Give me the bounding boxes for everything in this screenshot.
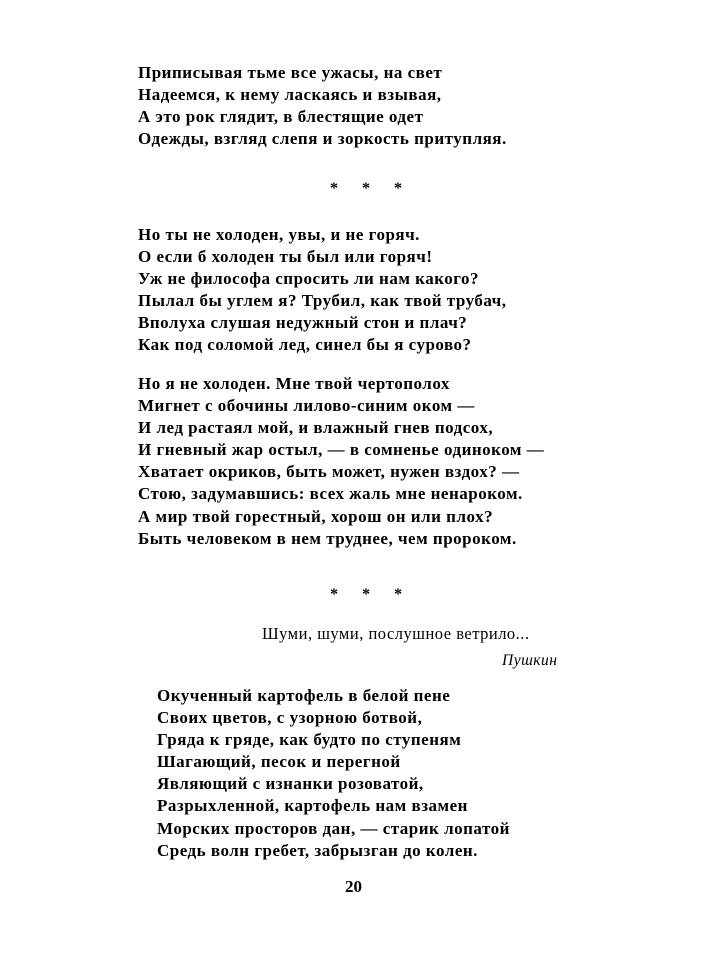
poem-line: Быть человеком в нем труднее, чем пророком. [138, 528, 517, 548]
poem-line: И лед растаял мой, и влажный гнев подсох, [138, 418, 494, 438]
poem-line: Разрыхленной, картофель нам взамен [157, 796, 468, 816]
poem-line: Приписывая тьме все ужасы, на свет [138, 63, 443, 82]
poem-line: Как под соломой лед, синел бы я сурово? [138, 335, 472, 355]
poem-line: Морских просторов дан, — старик лопатой [157, 818, 510, 838]
epigraph-text: Шуми, шуми, послушное ветрило... [262, 624, 530, 643]
poem-line: А мир твой горестный, хорош он или плох? [138, 506, 494, 526]
section-divider-stars: * * * [330, 180, 412, 197]
poem-line: Одежды, взгляд слепя и зоркость притупляя. [138, 129, 507, 149]
poem-line: Шагающий, песок и перегной [157, 752, 401, 772]
poem-line: Своих цветов, с узорною ботвой, [157, 708, 423, 728]
poem-line: Являющий с изнанки розоватой, [157, 774, 424, 794]
poem-line: Мигнет с обочины лилово-синим оком — [138, 396, 475, 416]
poem-line: Надеемся, к нему ласкаясь и взывая, [138, 85, 442, 105]
poem-line: Но я не холоден. Мне твой чертополох [138, 374, 450, 393]
poem-line: Гряда к гряде, как будто по ступеням [157, 730, 462, 750]
poem3-stanza-1 [157, 685, 510, 862]
poem-line: Хватает окриков, быть может, нужен вздох? — [138, 462, 520, 482]
page-number: 20 [345, 877, 362, 896]
section-divider-stars: * * * [330, 586, 412, 603]
poem-line: Но ты не холоден, увы, и не горяч. [138, 225, 420, 244]
poem1-stanza [138, 62, 507, 150]
poem-line: Средь волн гребет, забрызган до колен. [157, 840, 478, 860]
poem-line: И гневный жар остыл, — в сомненье одиноком — [138, 440, 545, 460]
poem-line: Уж не философа спросить ли нам какого? [138, 269, 480, 289]
epigraph-author: Пушкин [502, 652, 558, 669]
poem-line: А это рок глядит, в блестящие одет [138, 107, 424, 127]
poem-line: Вполуха слушая недужный стон и плач? [138, 313, 468, 333]
poem2-stanza-2 [138, 373, 544, 550]
poem-line: Пылал бы углем я? Трубил, как твой трубач, [138, 291, 507, 311]
poem2-stanza-1 [138, 224, 507, 357]
poem-line: О если б холоден ты был или горяч! [138, 247, 433, 267]
poem-line: Стою, задумавшись: всех жаль мне ненароком. [138, 484, 523, 504]
poem-line: Окученный картофель в белой пене [157, 686, 451, 705]
